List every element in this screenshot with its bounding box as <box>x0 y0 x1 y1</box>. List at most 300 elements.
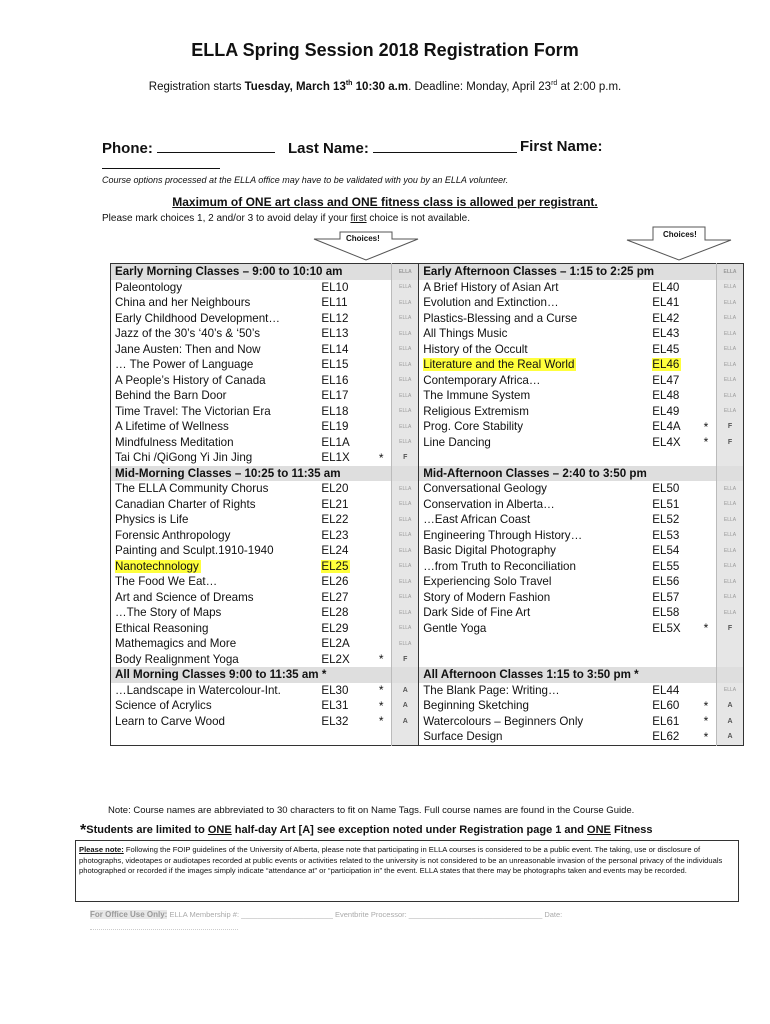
section-title: Early Morning Classes – 9:00 to 10:10 am <box>111 264 392 280</box>
course-name <box>111 512 318 528</box>
course-code <box>648 652 696 668</box>
limit-star: * <box>703 435 709 450</box>
choice-box[interactable]: ELLA <box>392 373 419 389</box>
course-code-text: EL15 <box>321 358 349 372</box>
course-code <box>648 636 696 652</box>
course-name <box>419 512 649 528</box>
course-code <box>317 481 371 497</box>
course-name-text: The Food We Eat… <box>115 575 218 589</box>
course-code <box>317 373 371 389</box>
reg-prefix: Registration starts <box>148 80 245 93</box>
choice-box[interactable]: ELLA <box>392 280 419 296</box>
mark-pre: Please mark choices 1, 2 and/or 3 to avoid delay if your <box>102 213 351 224</box>
course-code <box>317 295 371 311</box>
course-name-text: The Immune System <box>423 389 531 403</box>
course-code <box>648 543 696 559</box>
choice-box[interactable]: ELLA <box>392 605 419 621</box>
choice-box[interactable]: ELLA <box>717 497 744 513</box>
limit-star <box>371 497 392 513</box>
choice-box[interactable]: ELLA <box>717 683 744 699</box>
ella-tag <box>717 667 744 683</box>
category-box[interactable]: F <box>392 652 419 668</box>
course-code <box>317 621 371 637</box>
limit-star <box>371 311 392 327</box>
course-name-text: Tai Chi /QiGong Yi Jin Jing <box>115 451 253 465</box>
course-code <box>648 373 696 389</box>
phone-label: Phone: <box>102 140 153 157</box>
course-name <box>111 497 318 513</box>
choice-box[interactable]: ELLA <box>392 497 419 513</box>
first-name-label: First Name: <box>520 138 603 155</box>
choice-box[interactable]: ELLA <box>717 559 744 575</box>
limit-star <box>696 450 717 466</box>
course-name <box>111 574 318 590</box>
course-code <box>648 729 696 745</box>
choice-box[interactable]: ELLA <box>717 574 744 590</box>
course-code <box>317 714 371 730</box>
course-name-text: …from Truth to Reconciliation <box>423 559 576 573</box>
course-name <box>419 404 649 420</box>
course-code <box>317 435 371 451</box>
limit-star <box>696 326 717 342</box>
limit-star <box>696 574 717 590</box>
course-name <box>419 388 649 404</box>
choice-box[interactable]: ELLA <box>717 311 744 327</box>
mark-first: first <box>350 213 367 224</box>
course-code-text: EL19 <box>321 420 349 434</box>
course-name-text: Ethical Reasoning <box>115 621 209 635</box>
course-name <box>111 729 318 745</box>
category-box[interactable]: F <box>717 621 744 637</box>
course-name-text: Art and Science of Dreams <box>115 590 254 604</box>
course-name <box>419 590 649 606</box>
course-code <box>648 280 696 296</box>
ella-tag <box>392 667 419 683</box>
first-name-field[interactable] <box>520 138 603 155</box>
course-name-text: …The Story of Maps <box>115 606 222 620</box>
course-name-text: Engineering Through History… <box>423 528 583 542</box>
registration-dates <box>0 80 770 93</box>
course-name <box>419 481 649 497</box>
course-name-text: Jane Austen: Then and Now <box>115 342 261 356</box>
course-name <box>111 621 318 637</box>
course-name <box>419 497 649 513</box>
last-name-field[interactable] <box>288 138 517 157</box>
course-name-text: Paleontology <box>115 280 183 294</box>
course-code <box>317 605 371 621</box>
section-title: Early Afternoon Classes – 1:15 to 2:25 pm <box>419 264 717 280</box>
choice-box[interactable]: ELLA <box>717 373 744 389</box>
choice-box[interactable]: ELLA <box>392 528 419 544</box>
course-code <box>648 605 696 621</box>
course-code <box>317 512 371 528</box>
limit-star: * <box>378 714 384 729</box>
limit-star <box>696 481 717 497</box>
course-code-text: EL53 <box>652 528 680 542</box>
course-code-text: EL5X <box>652 621 681 635</box>
privacy-notice <box>75 840 739 902</box>
course-code-text: EL29 <box>321 621 349 635</box>
category-box[interactable]: A <box>392 698 419 714</box>
course-code-text: EL43 <box>652 327 680 341</box>
course-name <box>419 543 649 559</box>
course-code-text: EL10 <box>321 280 349 294</box>
limit-star <box>696 636 717 652</box>
course-name <box>111 404 318 420</box>
course-name-text: Evolution and Extinction… <box>423 296 559 310</box>
limit-star <box>371 388 392 404</box>
limit-star <box>371 280 392 296</box>
ella-tag: ELLA <box>717 264 744 280</box>
course-code <box>648 326 696 342</box>
limit-star <box>371 559 392 575</box>
limit-star <box>371 373 392 389</box>
course-code-text: EL1X <box>321 451 350 465</box>
choices-label-left: Choices! <box>346 234 380 243</box>
choice-box[interactable]: ELLA <box>717 528 744 544</box>
section-title: All Morning Classes 9:00 to 11:35 am * <box>111 667 392 683</box>
course-name <box>419 636 649 652</box>
course-code <box>648 295 696 311</box>
course-code <box>317 729 371 745</box>
course-code-text: EL60 <box>652 699 680 713</box>
table-row <box>111 605 744 621</box>
table-row <box>111 404 744 420</box>
section-header-row <box>111 667 744 683</box>
privacy-text: Following the FOIP guidelines of the University of Alberta, please note that participating in ELLA courses is considered to be a public event. The taking, use or disclosure of photographs, videotapes or audiotapes recorded at public events or activities related to the university is not considered to be an unreasonable invasion of the personal privacy of the individuals photographed or recorded if the images simply indicate “attendance at” or “participation in” the event. ELLA states that there may be photographs taken and events may be recorded. <box>79 845 723 875</box>
course-name <box>111 683 318 699</box>
course-code-text: EL16 <box>321 373 349 387</box>
choice-box[interactable]: ELLA <box>717 388 744 404</box>
course-code-text: EL45 <box>652 342 680 356</box>
choice-box[interactable]: ELLA <box>717 590 744 606</box>
course-name-text: …Landscape in Watercolour-Int. <box>115 683 281 697</box>
table-row <box>111 636 744 652</box>
course-name <box>419 574 649 590</box>
limit-star <box>696 683 717 699</box>
choice-box[interactable]: ELLA <box>392 574 419 590</box>
course-table <box>110 263 744 746</box>
course-name <box>419 435 649 451</box>
course-name-text: Basic Digital Photography <box>423 544 556 558</box>
choices-label-right: Choices! <box>663 230 697 239</box>
limit-star: * <box>378 652 384 667</box>
course-name <box>419 528 649 544</box>
course-code-text: EL24 <box>321 544 349 558</box>
reg-date-sup: th <box>345 80 353 87</box>
course-code-text: EL50 <box>652 482 680 496</box>
course-name <box>111 636 318 652</box>
course-name <box>111 419 318 435</box>
table-row <box>111 295 744 311</box>
category-box[interactable]: A <box>717 714 744 730</box>
limit-star <box>371 404 392 420</box>
choice-box[interactable]: ELLA <box>717 543 744 559</box>
table-row <box>111 683 744 699</box>
course-code <box>317 683 371 699</box>
course-name <box>111 652 318 668</box>
choice-box[interactable]: ELLA <box>392 404 419 420</box>
category-box[interactable]: A <box>392 714 419 730</box>
course-name <box>111 435 318 451</box>
course-name-text: Prog. Core Stability <box>423 420 524 434</box>
table-row <box>111 574 744 590</box>
course-code-text: EL51 <box>652 497 680 511</box>
table-row <box>111 435 744 451</box>
limit-star <box>371 528 392 544</box>
choice-box[interactable]: ELLA <box>392 342 419 358</box>
choice-box[interactable]: ELLA <box>717 481 744 497</box>
course-code-text: EL48 <box>652 389 680 403</box>
limit-star <box>696 528 717 544</box>
deadline-prefix: . Deadline: Monday, April 23 <box>408 80 552 93</box>
table-row <box>111 450 744 466</box>
course-name <box>111 311 318 327</box>
choice-box[interactable]: ELLA <box>392 357 419 373</box>
choice-box[interactable]: ELLA <box>392 621 419 637</box>
student-a: Students are limited to <box>86 824 208 836</box>
course-code-text: EL4X <box>652 435 681 449</box>
table-row <box>111 326 744 342</box>
office-use-label: For Office Use Only: <box>90 910 168 919</box>
choice-box[interactable]: ELLA <box>392 559 419 575</box>
form-title: ELLA Spring Session 2018 Registration Form <box>191 40 579 60</box>
course-code <box>648 698 696 714</box>
category-box[interactable]: F <box>717 435 744 451</box>
choice-box[interactable] <box>392 729 419 745</box>
table-row <box>111 559 744 575</box>
limit-star: * <box>703 714 709 729</box>
phone-blank[interactable] <box>157 138 275 153</box>
category-box[interactable]: A <box>717 698 744 714</box>
table-row <box>111 729 744 745</box>
course-code-text: EL1A <box>321 435 350 449</box>
course-name <box>111 543 318 559</box>
course-code <box>648 528 696 544</box>
category-box[interactable]: F <box>717 419 744 435</box>
course-code <box>317 404 371 420</box>
table-row <box>111 280 744 296</box>
limit-star <box>696 295 717 311</box>
course-code <box>317 590 371 606</box>
choice-box[interactable] <box>717 652 744 668</box>
course-code-text: EL12 <box>321 311 349 325</box>
limit-star: * <box>703 621 709 636</box>
choice-box[interactable]: ELLA <box>717 357 744 373</box>
course-code-text: EL46 <box>652 358 680 372</box>
course-name-text: Body Realignment Yoga <box>115 652 239 666</box>
course-name <box>111 295 318 311</box>
table-row <box>111 373 744 389</box>
highlighted-course-name: Literature and the Real World <box>423 358 575 372</box>
course-code <box>317 311 371 327</box>
choice-box[interactable]: ELLA <box>717 295 744 311</box>
course-code <box>317 388 371 404</box>
choice-box[interactable]: ELLA <box>392 435 419 451</box>
table-row <box>111 419 744 435</box>
course-name-text: Mindfulness Meditation <box>115 435 234 449</box>
choice-box[interactable]: ELLA <box>392 636 419 652</box>
table-row <box>111 714 744 730</box>
limit-star <box>371 295 392 311</box>
mark-choices-note <box>102 213 470 224</box>
course-name <box>419 311 649 327</box>
course-name-text: A Lifetime of Wellness <box>115 420 229 434</box>
course-code-text: EL62 <box>652 730 680 744</box>
course-code-text: EL2X <box>321 652 350 666</box>
course-code <box>317 543 371 559</box>
limit-star: * <box>378 450 384 465</box>
course-code-text: EL49 <box>652 404 680 418</box>
phone-field[interactable] <box>102 138 275 157</box>
course-name <box>419 357 649 373</box>
course-code-text: EL61 <box>652 714 680 728</box>
course-name <box>111 280 318 296</box>
course-code <box>648 342 696 358</box>
choice-box[interactable]: ELLA <box>717 605 744 621</box>
course-code <box>317 357 371 373</box>
table-row <box>111 481 744 497</box>
course-code-text: EL31 <box>321 699 349 713</box>
choice-box[interactable]: ELLA <box>392 326 419 342</box>
course-name-text: Dark Side of Fine Art <box>423 606 531 620</box>
course-code <box>317 559 371 575</box>
reg-time: 10:30 a.m <box>352 80 409 93</box>
signature-line <box>102 168 220 169</box>
limit-star <box>696 559 717 575</box>
course-name-text: All Things Music <box>423 327 508 341</box>
course-code <box>317 636 371 652</box>
course-name-text: Painting and Sculpt.1910-1940 <box>115 544 274 558</box>
bottom-dotted-line <box>90 929 238 930</box>
course-name <box>111 698 318 714</box>
course-name-text: The ELLA Community Chorus <box>115 482 269 496</box>
category-box[interactable]: A <box>392 683 419 699</box>
choice-box[interactable]: ELLA <box>392 419 419 435</box>
course-code <box>317 698 371 714</box>
limit-star: * <box>703 729 709 744</box>
course-code <box>317 450 371 466</box>
table-row <box>111 590 744 606</box>
choice-box[interactable]: ELLA <box>392 512 419 528</box>
course-code <box>648 435 696 451</box>
choice-box[interactable]: ELLA <box>392 543 419 559</box>
privacy-label: Please note: <box>79 845 124 854</box>
student-b: half-day Art [A] see exception noted under Registration page 1 and <box>231 824 588 836</box>
course-name-text: China and her Neighbours <box>115 296 251 310</box>
course-code-text: EL14 <box>321 342 349 356</box>
course-code-text: EL57 <box>652 590 680 604</box>
choice-box[interactable]: ELLA <box>717 280 744 296</box>
choice-box[interactable]: ELLA <box>392 311 419 327</box>
limit-star <box>371 729 392 745</box>
choice-box[interactable] <box>717 450 744 466</box>
ella-tag: ELLA <box>392 264 419 280</box>
ella-tag <box>717 466 744 482</box>
course-code-text: EL26 <box>321 575 349 589</box>
course-name-text: Surface Design <box>423 730 503 744</box>
course-code <box>648 311 696 327</box>
course-code <box>317 280 371 296</box>
table-row <box>111 497 744 513</box>
course-name <box>111 714 318 730</box>
course-name <box>111 388 318 404</box>
course-name <box>419 342 649 358</box>
limit-star <box>371 512 392 528</box>
course-code <box>648 450 696 466</box>
choice-box[interactable]: ELLA <box>717 512 744 528</box>
choice-box[interactable]: ELLA <box>717 326 744 342</box>
course-code <box>648 388 696 404</box>
limit-star <box>696 342 717 358</box>
last-name-blank[interactable] <box>373 138 517 153</box>
choice-box[interactable]: ELLA <box>392 295 419 311</box>
office-use-section <box>90 910 562 919</box>
course-code <box>648 357 696 373</box>
choice-box[interactable]: ELLA <box>717 404 744 420</box>
course-name <box>111 357 318 373</box>
limit-star <box>696 543 717 559</box>
limit-star <box>371 326 392 342</box>
table-row <box>111 357 744 373</box>
course-code-text: EL32 <box>321 714 349 728</box>
course-name <box>419 605 649 621</box>
choice-box[interactable] <box>717 636 744 652</box>
course-name-text: Canadian Charter of Rights <box>115 497 256 511</box>
category-box[interactable]: A <box>717 729 744 745</box>
course-code <box>648 683 696 699</box>
course-name-text: Time Travel: The Victorian Era <box>115 404 271 418</box>
course-code-text: EL28 <box>321 606 349 620</box>
course-name-text: Forensic Anthropology <box>115 528 231 542</box>
course-code-text: EL18 <box>321 404 349 418</box>
course-code-text: EL27 <box>321 590 349 604</box>
course-name <box>419 419 649 435</box>
course-code-text: EL2A <box>321 637 350 651</box>
highlighted-course-name: Nanotechnology <box>115 559 199 573</box>
course-name <box>419 683 649 699</box>
course-name <box>419 729 649 745</box>
course-code-text: EL30 <box>321 683 349 697</box>
course-name-text: Gentle Yoga <box>423 621 487 635</box>
category-box[interactable]: F <box>392 450 419 466</box>
student-c: Fitness <box>610 824 653 836</box>
limit-star <box>371 342 392 358</box>
course-code <box>317 326 371 342</box>
table-row <box>111 621 744 637</box>
course-code <box>317 574 371 590</box>
table-row <box>111 388 744 404</box>
choice-box[interactable]: ELLA <box>392 590 419 606</box>
table-row <box>111 311 744 327</box>
limit-star <box>696 404 717 420</box>
choice-box[interactable]: ELLA <box>717 342 744 358</box>
course-code <box>648 574 696 590</box>
choice-box[interactable]: ELLA <box>392 481 419 497</box>
course-name-text: The Blank Page: Writing… <box>423 683 560 697</box>
course-code <box>648 419 696 435</box>
table-row <box>111 543 744 559</box>
course-name-text: Watercolours – Beginners Only <box>423 714 584 728</box>
course-code-text: EL40 <box>652 280 680 294</box>
mark-post: choice is not available. <box>366 213 470 224</box>
limit-star <box>371 574 392 590</box>
max-class-rule: Maximum of ONE art class and ONE fitness class is allowed per registrant. <box>172 195 598 209</box>
course-name-text: Experiencing Solo Travel <box>423 575 552 589</box>
choice-box[interactable]: ELLA <box>392 388 419 404</box>
course-name <box>111 590 318 606</box>
table-row <box>111 652 744 668</box>
